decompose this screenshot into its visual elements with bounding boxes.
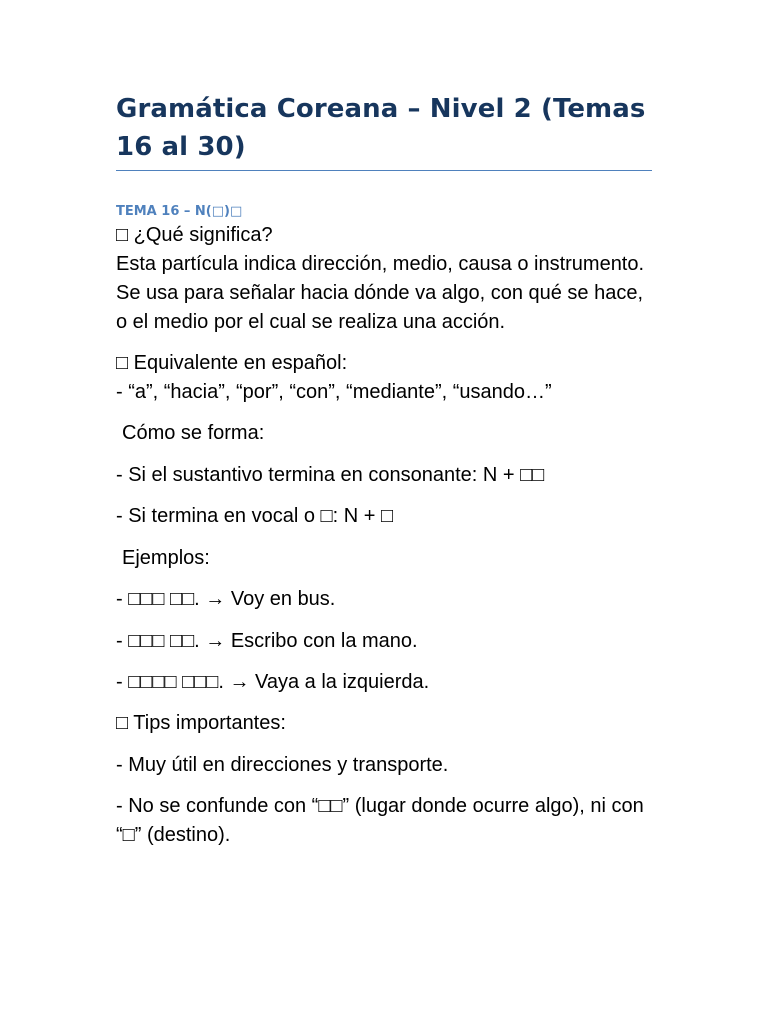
document-body <box>116 90 652 850</box>
tip-item: - No se confunde con “□□” (lugar donde ocurre algo), ni con “□” (destino). <box>116 795 644 846</box>
formation-heading: Cómo se forma: <box>122 422 265 444</box>
formation-rule-vowel: - Si termina en vocal o □: N + □ <box>116 505 394 527</box>
tip-item: - Muy útil en direcciones y transporte. <box>116 753 449 776</box>
example-item: - □□□□ □□□. → Vaya a la izquierda. <box>116 671 430 693</box>
meaning-heading: □ ¿Qué significa? <box>116 224 273 246</box>
title-divider <box>116 170 652 171</box>
document-title: Gramática Coreana – Nivel 2 (Temas 16 al 30) <box>116 94 646 162</box>
examples-heading: Ejemplos: <box>122 546 210 569</box>
example-item: - □□□ □□. → Escribo con la mano. <box>116 629 418 652</box>
meaning-text: Esta partícula indica dirección, medio, causa o instrumento. Se usa para señalar hacia dónde va algo, con qué se hace, o el medio por el cual se realiza una acción. <box>116 253 645 333</box>
equivalent-heading: □ Equivalente en español: <box>116 352 348 374</box>
example-item: - □□□ □□. → Voy en bus. <box>116 588 336 610</box>
equivalent-text: - “a”, “hacia”, “por”, “con”, “mediante”, “usando…” <box>116 381 552 403</box>
section-heading: TEMA 16 – N(□)□ <box>116 204 243 219</box>
formation-rule-consonant: - Si el sustantivo termina en consonante: N + □□ <box>116 463 545 486</box>
tips-heading: □ Tips importantes: <box>116 712 286 734</box>
